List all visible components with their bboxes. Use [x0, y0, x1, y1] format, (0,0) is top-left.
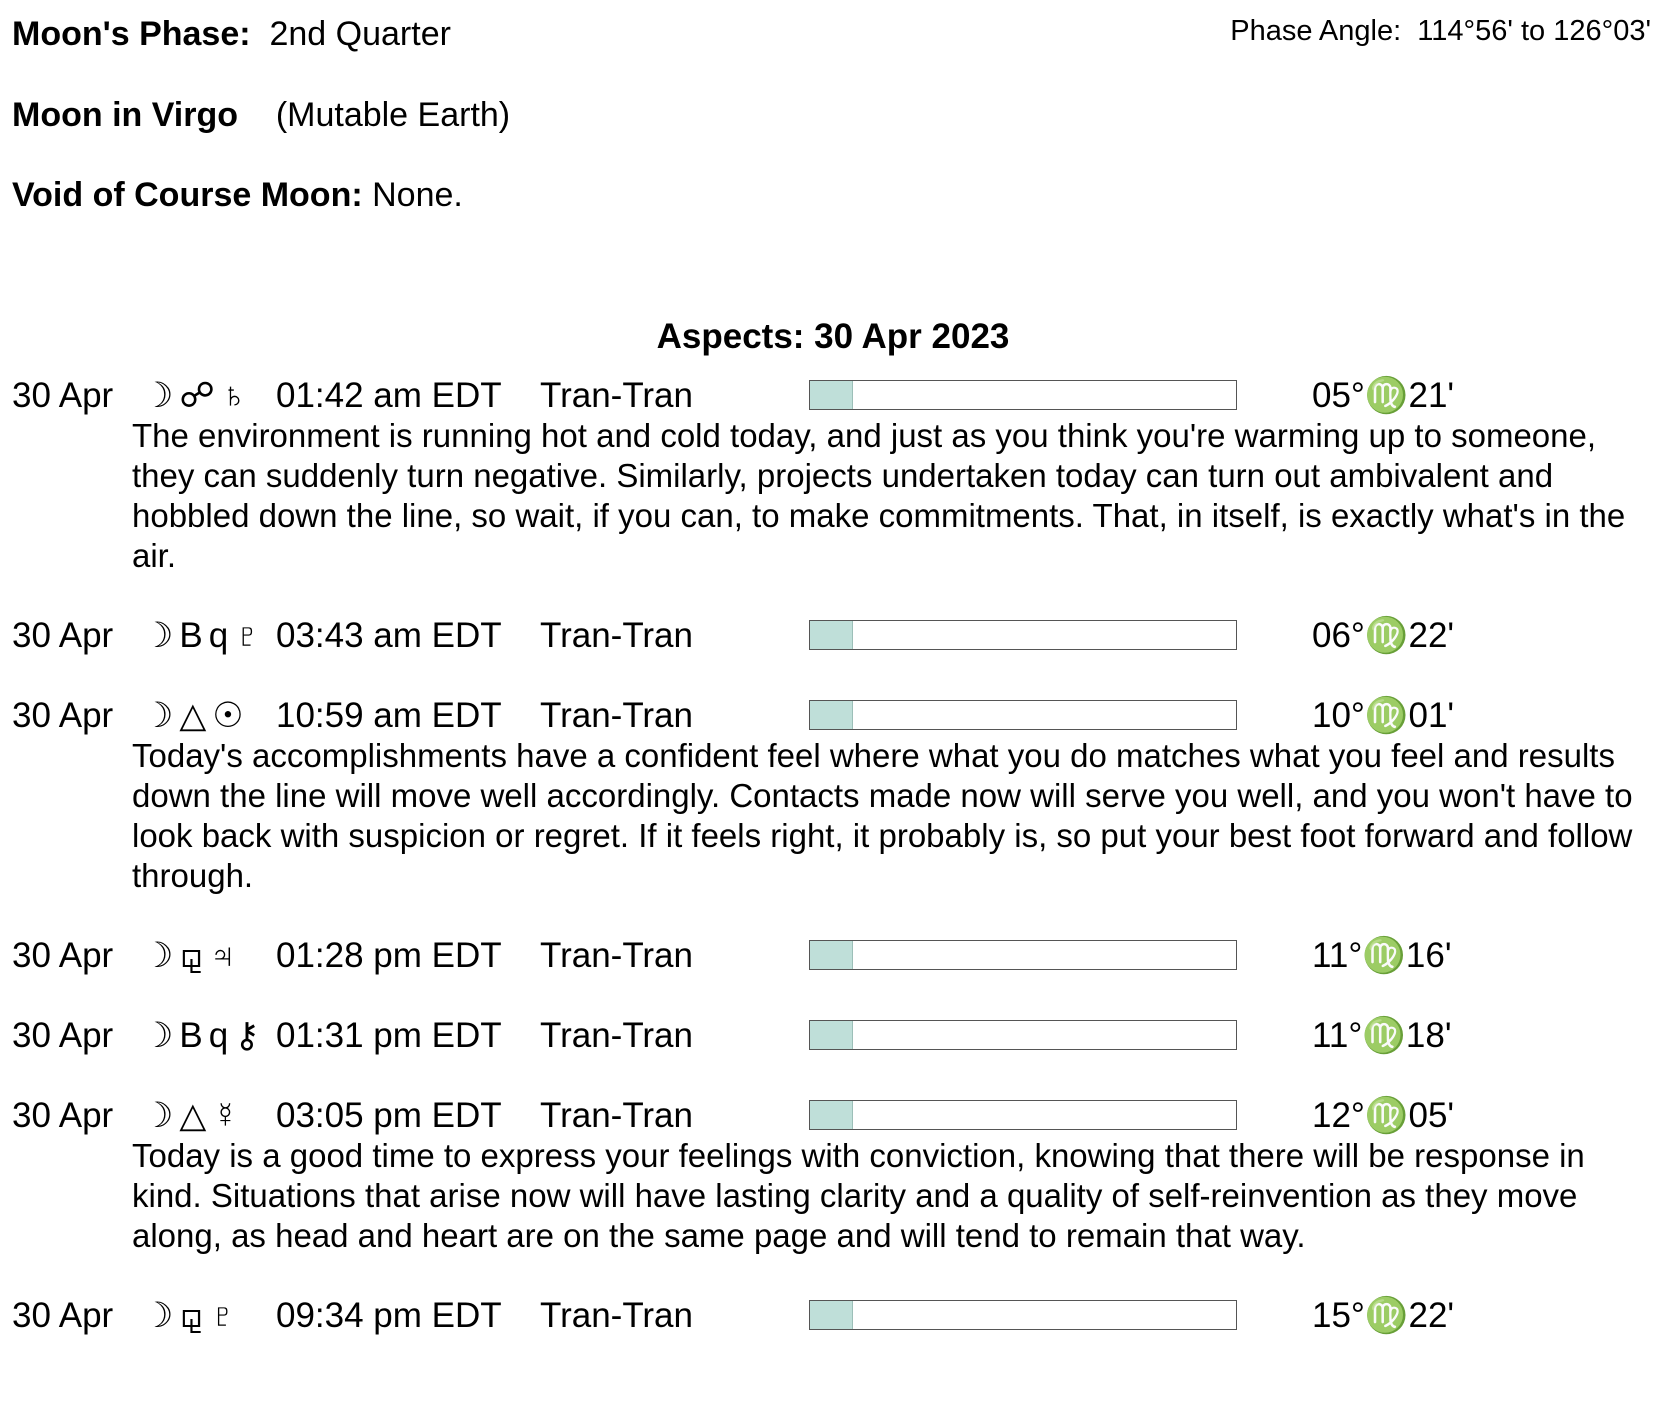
aspect-time: 03:43 am EDT: [276, 616, 502, 655]
aspect-glyphs: ☽⚼♃: [142, 936, 242, 975]
aspect-interpretation: The environment is running hot and cold today, and just as you think you're warming up to someone, they can suddenly turn negative. Similarly, projects undertaken today can turn out ambivalent and hobbled down the line, so wait, if you can, to make commitments. That, in itself, is exactly what's in the air.: [132, 417, 1626, 574]
aspect-date: 30 Apr: [12, 1296, 114, 1335]
aspect-header-line: [12, 1016, 1652, 1056]
aspect-glyphs: ☽Bq⚷: [142, 1016, 266, 1055]
aspect-kind: Tran-Tran: [540, 376, 693, 415]
aspect-strength-bar: [809, 1100, 1237, 1130]
aspect-position: 11°♍16': [1312, 936, 1452, 975]
aspect-header-line: [12, 936, 1652, 976]
aspect-date: 30 Apr: [12, 616, 114, 655]
moon-phase-label: Moon's Phase:: [12, 15, 251, 53]
aspect-strength-bar: [809, 620, 1237, 650]
phase-angle-row: [1230, 14, 1651, 48]
aspect-glyphs: ☽△☉: [142, 696, 250, 735]
aspect-strength-bar: [809, 700, 1237, 730]
aspect-time: 01:28 pm EDT: [276, 936, 502, 975]
aspect-kind: Tran-Tran: [540, 1096, 693, 1135]
aspect-entry: [12, 696, 1652, 896]
aspect-entry: [12, 616, 1652, 656]
aspect-header-line: [12, 1296, 1652, 1336]
aspect-strength-fill: [810, 1101, 853, 1129]
aspect-strength-fill: [810, 941, 853, 969]
aspect-time: 09:34 pm EDT: [276, 1296, 502, 1335]
aspect-entry: [12, 1296, 1652, 1336]
aspect-date: 30 Apr: [12, 376, 114, 415]
aspect-glyphs: ☽☍♄: [142, 376, 254, 415]
aspect-strength-bar: [809, 1020, 1237, 1050]
aspect-glyphs: ☽Bq♇: [142, 616, 267, 655]
aspect-time: 03:05 pm EDT: [276, 1096, 502, 1135]
moon-sign-label: Moon in Virgo: [12, 96, 239, 134]
aspect-kind: Tran-Tran: [540, 616, 693, 655]
aspect-entry: [12, 936, 1652, 976]
aspect-strength-fill: [810, 701, 853, 729]
aspect-entry: [12, 376, 1652, 576]
aspect-kind: Tran-Tran: [540, 1016, 693, 1055]
aspect-glyphs: ☽⚼♇: [142, 1296, 242, 1335]
aspects-list: [12, 376, 1652, 1376]
aspect-position: 12°♍05': [1312, 1096, 1455, 1135]
aspect-kind: Tran-Tran: [540, 696, 693, 735]
aspect-strength-bar: [809, 380, 1237, 410]
void-of-course-label: Void of Course Moon:: [12, 176, 363, 214]
void-of-course-row: [12, 175, 463, 215]
aspect-position: 10°♍01': [1312, 696, 1455, 735]
aspect-interpretation: Today is a good time to express your feelings with conviction, knowing that there will be response in kind. Situations that arise now will have lasting clarity and a quality of self-reinvention as they move along, as head and heart are on the same page and will tend to remain that way.: [132, 1137, 1585, 1254]
moon-sign-row: [12, 95, 510, 135]
aspect-kind: Tran-Tran: [540, 1296, 693, 1335]
aspect-date: 30 Apr: [12, 1016, 114, 1055]
aspect-position: 15°♍22': [1312, 1296, 1455, 1335]
aspect-date: 30 Apr: [12, 936, 114, 975]
aspect-strength-bar: [809, 1300, 1237, 1330]
phase-angle-value: 114°56' to 126°03': [1417, 15, 1651, 47]
aspect-time: 01:31 pm EDT: [276, 1016, 502, 1055]
moon-phase-row: [12, 14, 451, 54]
aspect-strength-fill: [810, 381, 853, 409]
phase-angle-label: Phase Angle:: [1230, 15, 1402, 47]
aspect-header-line: [12, 376, 1652, 416]
aspect-strength-fill: [810, 1301, 853, 1329]
aspect-entry: [12, 1016, 1652, 1056]
aspect-header-line: [12, 696, 1652, 736]
aspect-position: 06°♍22': [1312, 616, 1455, 655]
aspect-strength-fill: [810, 621, 853, 649]
moon-phase-value: 2nd Quarter: [269, 15, 451, 53]
aspect-header-line: [12, 1096, 1652, 1136]
aspect-time: 01:42 am EDT: [276, 376, 502, 415]
aspect-kind: Tran-Tran: [540, 936, 693, 975]
aspect-entry: [12, 1096, 1652, 1256]
aspect-position: 11°♍18': [1312, 1016, 1452, 1055]
aspects-title: Aspects: 30 Apr 2023: [656, 317, 1010, 356]
moon-sign-detail: (Mutable Earth): [275, 96, 511, 134]
void-of-course-value: None.: [372, 176, 463, 214]
aspect-time: 10:59 am EDT: [276, 696, 502, 735]
aspect-header-line: [12, 616, 1652, 656]
aspect-strength-bar: [809, 940, 1237, 970]
aspect-position: 05°♍21': [1312, 376, 1455, 415]
aspect-glyphs: ☽△☿: [142, 1096, 245, 1135]
aspect-strength-fill: [810, 1021, 853, 1049]
aspect-interpretation: Today's accomplishments have a confident feel where what you do matches what you feel and results down the line will move well accordingly. Contacts made now will serve you well, and you won't have to look back with suspicion or regret. If it feels right, it probably is, so put your best foot forward and follow through.: [132, 737, 1633, 894]
aspect-date: 30 Apr: [12, 696, 114, 735]
aspect-date: 30 Apr: [12, 1096, 114, 1135]
